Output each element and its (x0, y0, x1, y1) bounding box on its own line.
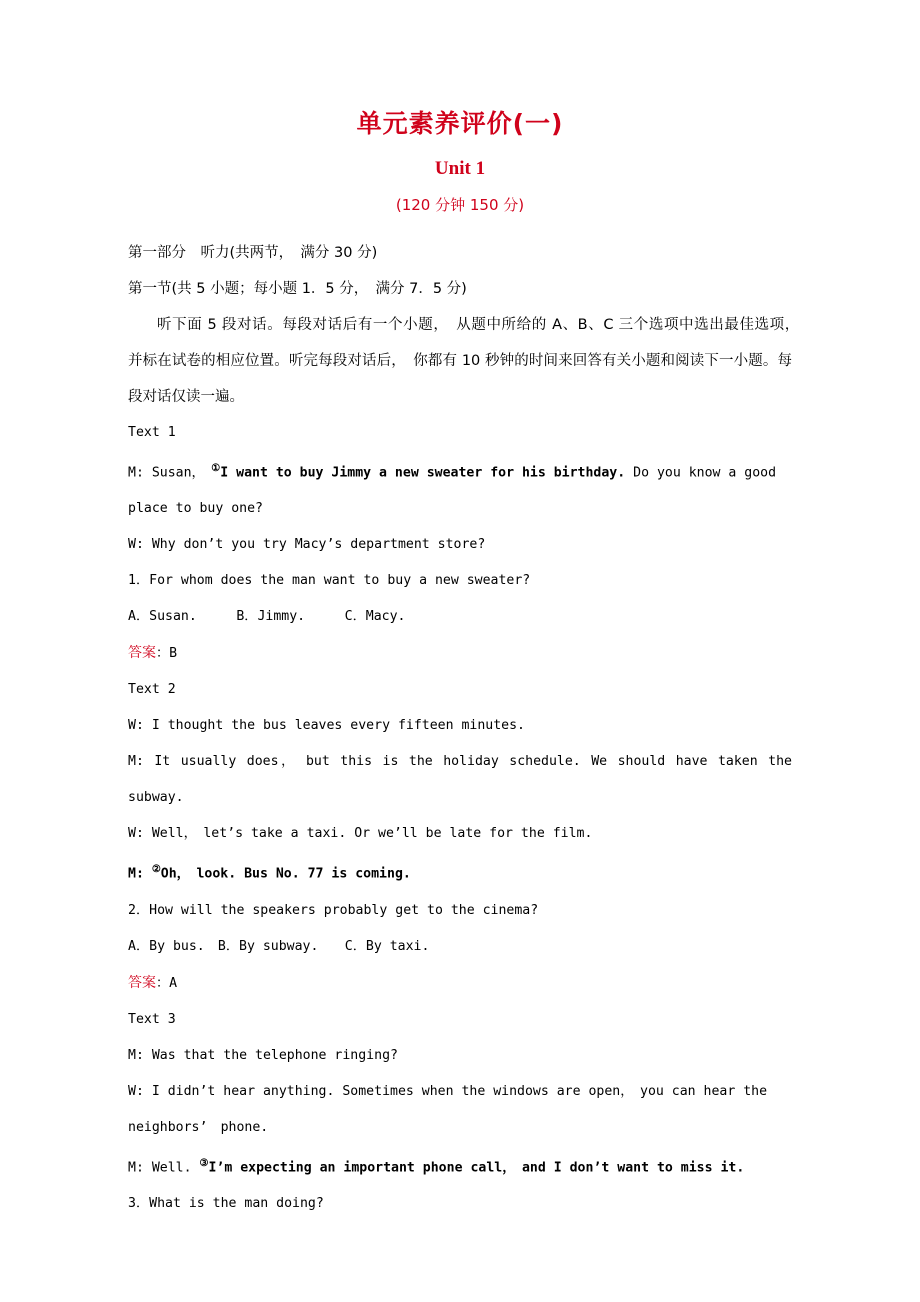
dialogue-line (128, 451, 792, 491)
answer-row (128, 635, 792, 672)
dialogue-line (128, 1146, 792, 1186)
note-marker: ② (151, 864, 161, 876)
answer-row (128, 965, 792, 1002)
line-segment: 3．What is the man doing? (128, 1196, 324, 1212)
line-segment: M: (128, 866, 152, 882)
line-segment: neighbors’ phone. (128, 1119, 269, 1135)
dialogue-line (128, 491, 792, 527)
unit-subtitle: Unit 1 (434, 158, 486, 179)
part-header: 第一节(共 5 小题；每小题 1．5 分， 满分 7．5 分) (128, 281, 467, 297)
line-segment: W: Why don’t you try Macy’s department store? (128, 537, 486, 553)
line-segment: Oh， look. Bus No. 77 is coming. (160, 866, 411, 882)
answer-label: 答案 (128, 974, 156, 991)
answer-value: ：A (156, 975, 178, 991)
line-segment: M: Well. (128, 1160, 200, 1176)
dialogue-line (128, 744, 792, 816)
line-segment: W: Well， let’s take a taxi. Or we’ll be late for the film. (128, 826, 593, 842)
dialogue-line (128, 1074, 792, 1110)
answer-value: ：B (156, 646, 178, 662)
line-segment: 1．For whom does the man want to buy a new sweater? (128, 573, 531, 589)
exam-meta: (120 分钟 150 分) (395, 196, 525, 214)
text-heading: Text 1 (128, 425, 176, 440)
dialogue-line (128, 1110, 792, 1146)
dialogue-line (128, 599, 792, 635)
document-content (128, 104, 807, 1222)
line-segment: A．By bus. B．By subway. C．By taxi. (128, 938, 430, 954)
dialogue-line (128, 527, 792, 563)
dialogue-line (128, 816, 792, 852)
dialogue-line (128, 563, 792, 599)
line-segment: I’m expecting an important phone call， and I don’t want to miss it. (208, 1160, 745, 1176)
line-segment: W: I didn’t hear anything. Sometimes when the windows are open， you can hear the (128, 1083, 768, 1099)
line-segment: M: It usually does， but this is the holiday schedule. We should have taken the subway. (128, 754, 792, 806)
line-segment: W: I thought the bus leaves every fifteen minutes. (128, 718, 525, 734)
section-header: 第一部分 听力(共两节， 满分 30 分) (128, 245, 378, 261)
line-segment: A．Susan. B．Jimmy. C．Macy. (128, 609, 406, 625)
line-segment: 2．How will the speakers probably get to the cinema? (128, 902, 539, 918)
dialogue-line (128, 1186, 792, 1222)
dialogue-line (128, 1038, 792, 1074)
line-segment: place to buy one? (128, 501, 263, 517)
line-segment: M: Susan， (128, 465, 212, 481)
dialogue-line (128, 852, 792, 892)
line-segment: I want to buy Jimmy a new sweater for his birthday. (220, 465, 626, 481)
answer-label: 答案 (128, 645, 156, 662)
line-segment: Do you know a good (625, 465, 777, 481)
note-marker: ① (211, 463, 221, 474)
text-blocks (128, 415, 792, 1222)
instructions: 听下面 5 段对话。每段对话后有一个小题， 从题中所给的 A、B、C 三个选项中选出最佳选项， 并标在试卷的相应位置。听完每段对话后， 你都有 10 秒钟的时间来回答有关小题和阅读下一小题。每段对话仅读一遍。 (128, 317, 807, 405)
page-title: 单元素养评价(一) (356, 109, 564, 138)
note-marker: ③ (199, 1157, 209, 1169)
text-heading: Text 3 (128, 1011, 176, 1027)
text-heading: Text 2 (128, 682, 176, 698)
line-segment: M: Was that the telephone ringing? (128, 1047, 398, 1063)
dialogue-line (128, 929, 792, 965)
dialogue-line (128, 708, 792, 744)
dialogue-line (128, 893, 792, 929)
